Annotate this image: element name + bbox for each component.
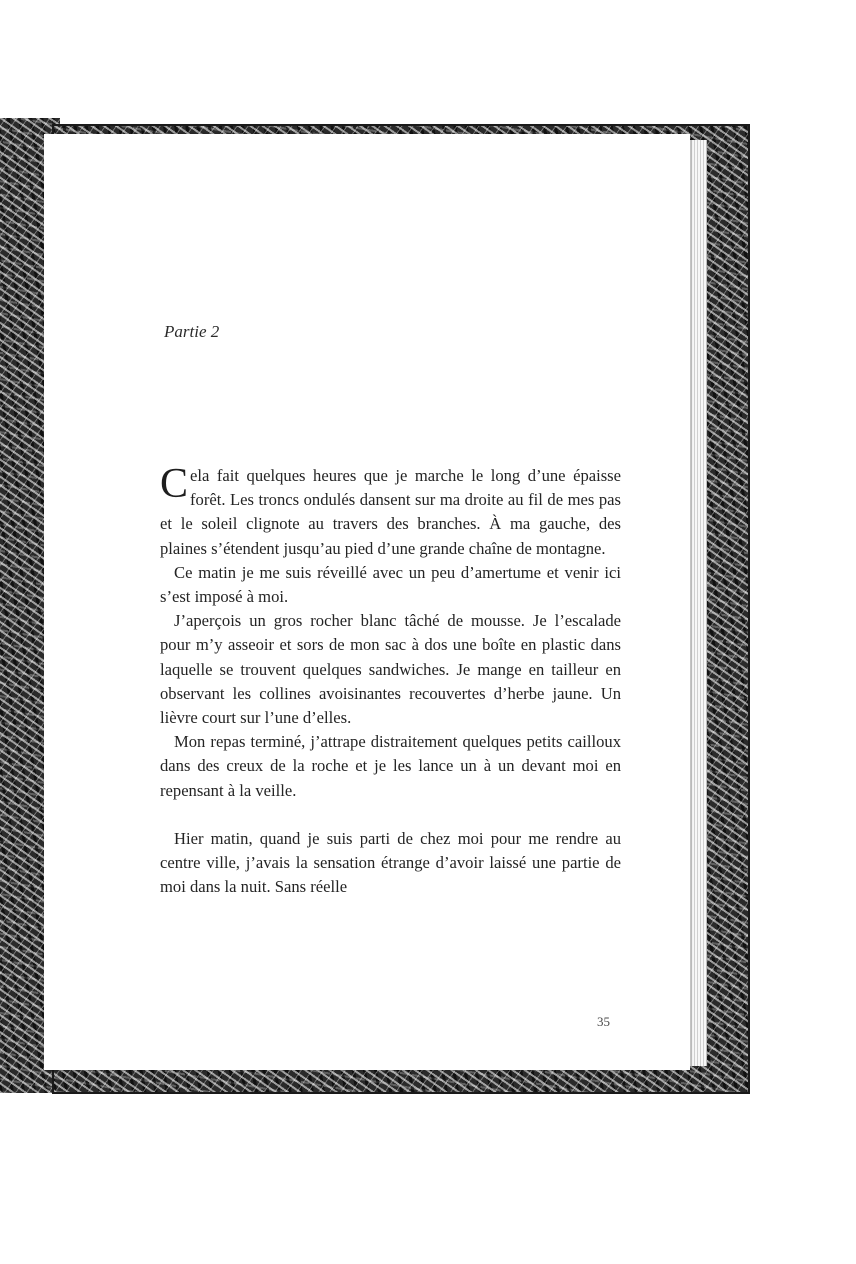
page-number: 35 <box>597 1014 610 1029</box>
chapter-label: Partie 2 <box>164 322 220 341</box>
book-page <box>44 134 690 1070</box>
body-text <box>160 461 621 899</box>
paragraph-5: Hier matin, quand je suis parti de chez moi pour me rendre au centre ville, j’avais la sensation étrange d’avoir laissé une partie de moi dans la nuit. Sans réelle <box>160 828 621 897</box>
paragraph-4: Mon repas terminé, j’attrape distraitement quelques petits cailloux dans des creux de la roche et je les lance un à un devant moi en repensant à la veille. <box>160 732 621 800</box>
paragraph-1-text: ela fait quelques heures que je marche le long d’une épaisse forêt. Les troncs ondulés dansent sur ma droite au fil de mes pas et le soleil clignote au travers des branches. À ma gauche, des plaines s’étendent jusqu’au pied d’une grande chaîne de montagne. <box>160 466 621 558</box>
paragraph-2: Ce matin je me suis réveillé avec un peu d’amertume et venir ici s’est imposé à moi. <box>160 562 621 607</box>
drop-cap: C <box>160 461 189 507</box>
paragraph-1 <box>160 461 621 561</box>
paragraph-3: J’aperçois un gros rocher blanc tâché de mousse. Je l’escalade pour m’y asseoir et sors de mon sac à dos une boîte en plastic dans laquelle se trouvent quelques sandwiches. Je mange en tailleur en observant les collines avoisinantes recouvertes d’herbe jaune. Un lièvre court sur l’une d’elles. <box>160 611 621 728</box>
